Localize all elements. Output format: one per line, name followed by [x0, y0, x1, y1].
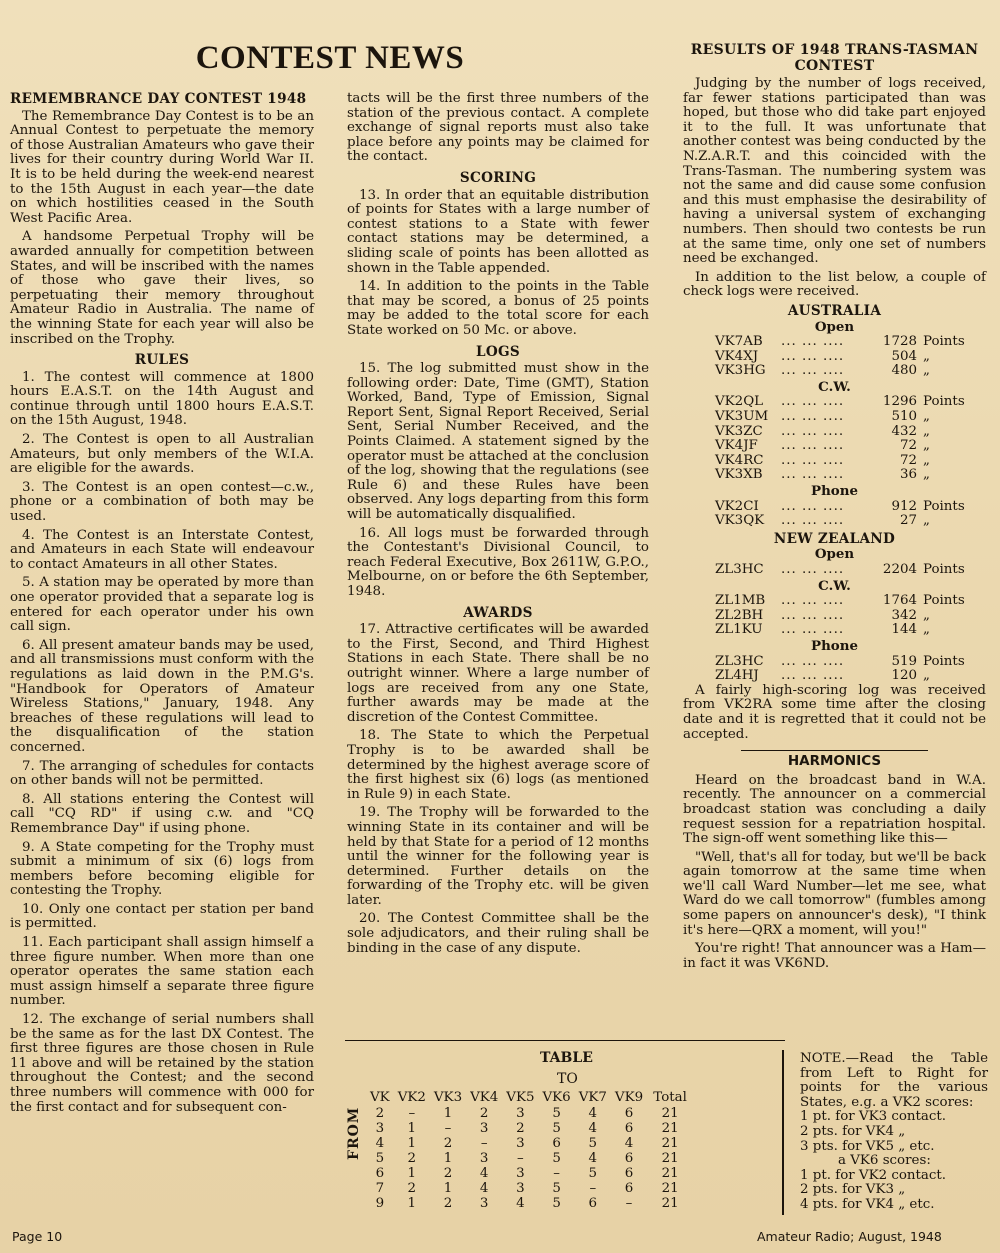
result-row [683, 468, 986, 483]
table-cell: 21 [661, 1166, 679, 1181]
scoring-heading: SCORING [459, 169, 537, 186]
rule-item: 9. A State competing for the Trophy must submit a minimum of six (6) logs from members before becoming eligible for contesting the Trophy. [10, 839, 314, 899]
table-cell: 3 [479, 1121, 489, 1136]
result-row [683, 500, 986, 515]
table-cell: 5 [588, 1166, 598, 1181]
result-row [683, 410, 986, 425]
leader-dots: ... ... .... [781, 668, 845, 684]
paragraph: In addition to the list below, a couple of check logs were received. [683, 269, 986, 300]
rule-item: 4. The Contest is an Interstate Contest, and Amateurs in each State will endeavour to contact Amateurs in all other States. [10, 527, 314, 572]
country-heading: NEW ZEALAND [773, 530, 896, 547]
points-value: 1296 [882, 394, 917, 410]
points-unit: Points [923, 498, 965, 514]
table-cell: 5 [375, 1151, 385, 1166]
table-cell: 1 [407, 1196, 417, 1211]
leader-dots: ... ... .... [781, 334, 845, 350]
points-unit: Points [923, 334, 965, 350]
paragraph: tacts will be the first three numbers of the station of the previous contact. A complete exchange of signal reports must also take place before any points may be claimed for the contact. [347, 91, 649, 165]
paragraph: Judging by the number of logs received, far fewer stations participated than was hoped, but those who did take part enjoyed it to the full. It was unfortunate that another contest was being conducted by the N.Z.A.R.T. and this coincided with the Trans-Tasman. The numbering system was not the same and did cause some confusion and this must emphasise the desirability of having a universal system of exchanging numbers. Then should two contests be run at the same time, only one set of numbers need be exchanged. [683, 76, 986, 267]
section-heading: Open [814, 318, 855, 335]
result-row [683, 350, 986, 365]
table-cell: 9 [375, 1196, 385, 1211]
column-header: VK3 [433, 1090, 463, 1105]
points-unit: „ [923, 452, 930, 468]
table-cell: 21 [661, 1136, 679, 1151]
note-line: 3 pts. for VK5 „ etc. [800, 1138, 935, 1154]
table-cell: 3 [516, 1106, 525, 1121]
table-cell: 2 [516, 1121, 525, 1136]
column-remembrance-day [10, 92, 314, 1119]
rule-item: 18. The State to which the Perpetual Trophy is to be awarded shall be determined by the highest average score of the first highest six (6) logs (as mentioned in Rule 9) in each State. [347, 728, 649, 802]
column-header: VK9 [614, 1090, 644, 1105]
column-header: VK4 [470, 1090, 499, 1105]
table-cell: 5 [588, 1136, 598, 1151]
points-value: 480 [891, 363, 917, 379]
rule-item: 13. In order that an equitable distribution of points for States with a large number of contest stations to a State with fewer contact stations may be determined, a sliding scale of points has been allotted as shown in the Table appended. [347, 187, 649, 276]
rule-item: 12. The exchange of serial numbers shall be the same as for the last DX Contest. The first three figures are those chosen in Rule 11 above and will be retained by the station throughout the Contest; and the second three numbers will commence with 000 for the first contact and for subsequent con- [10, 1012, 314, 1115]
table-cell: – [480, 1136, 488, 1151]
result-row [683, 454, 986, 469]
points-value: 144 [891, 622, 917, 638]
points-unit: „ [923, 622, 930, 638]
result-row [683, 395, 986, 410]
paragraph: A fairly high-scoring log was received from VK2RA some time after the closing date and it is regretted that it could not be accepted. [683, 682, 986, 742]
paragraph: Heard on the broadcast band in W.A. recently. The announcer on a commercial broadcast station was concluding a daily request session for a repatriation hospital. The sign-off went something like this— [683, 772, 986, 847]
table-body [366, 1106, 693, 1211]
table-cell: 7 [375, 1181, 385, 1196]
leader-dots: ... ... .... [781, 593, 845, 609]
points-value: 27 [899, 513, 917, 529]
points-value: 36 [899, 467, 917, 483]
table-cell: 2 [443, 1136, 453, 1151]
result-row [683, 335, 986, 350]
call-sign: VK3XB [715, 467, 763, 483]
table-cell: 6 [588, 1196, 598, 1211]
points-unit: „ [923, 513, 930, 529]
table-note [800, 1052, 988, 1213]
table-from-label: FROM [346, 1106, 362, 1160]
table-cell: 5 [552, 1121, 561, 1136]
column-rules-continued [347, 92, 649, 960]
table-cell: 2 [375, 1106, 385, 1121]
points-unit: „ [923, 607, 930, 623]
table-cell: 5 [552, 1196, 561, 1211]
results-list [683, 304, 986, 684]
rule-item: 20. The Contest Committee shall be the sole adjudicators, and their ruling shall be binding in the case of any dispute. [347, 911, 649, 956]
table-cell: 3 [516, 1181, 525, 1196]
points-unit: Points [923, 394, 965, 410]
points-value: 912 [891, 498, 917, 514]
leader-dots: ... ... .... [781, 363, 845, 379]
table-cell: – [553, 1166, 560, 1181]
note-divider [782, 1050, 784, 1215]
section-heading: C.W. [818, 378, 851, 395]
paragraph: You're right! That announcer was a Ham—in fact it was VK6ND. [683, 941, 986, 971]
leader-dots: ... ... .... [781, 409, 845, 425]
table-cell: 5 [552, 1106, 561, 1121]
leader-dots: ... ... .... [781, 394, 845, 410]
note-line: 2 pts. for VK4 „ [800, 1123, 906, 1139]
call-sign: ZL3HC [715, 562, 764, 577]
points-unit: „ [923, 409, 930, 425]
leader-dots: ... ... .... [781, 438, 845, 454]
rule-item: 2. The Contest is open to all Australian Amateurs, but only members of the W.I.A. are eligible for the awards. [10, 432, 314, 477]
rule-item: 7. The arranging of schedules for contacts on other bands will not be permitted. [10, 758, 314, 789]
result-row [683, 594, 986, 609]
table-cell: 1 [443, 1181, 453, 1196]
magazine-credit: Amateur Radio; August, 1948 [757, 1229, 942, 1244]
rule-item: 14. In addition to the points in the Table that may be scored, a bonus of 25 points may be added to the total score for each State worked on 50 Mc. or above. [347, 279, 649, 338]
call-sign: VK3HG [715, 363, 766, 379]
table-cell: 1 [407, 1136, 417, 1151]
leader-dots: ... ... .... [781, 348, 845, 364]
points-unit: Points [923, 562, 965, 577]
rule-item: 15. The log submitted must show in the following order: Date, Time (GMT), Station Worked, Band, Type of Emission, Signal Report Sent, Signal Report Received, Serial Sent, Serial Number Received, and the Points Claimed. A statement signed by the operator must be attached at the conclusion of the log, showing that the regulations (see Rule 6) and these Rules have been observed. Any logs departing from this form will be automatically disqualified. [347, 361, 649, 523]
table-cell: 6 [624, 1106, 634, 1121]
note-line: 4 pts. for VK4 „ etc. [800, 1196, 935, 1212]
table-divider [345, 1040, 785, 1041]
call-sign: ZL2BH [715, 607, 764, 623]
result-row [683, 669, 986, 684]
section-heading: Phone [811, 637, 858, 654]
table-row [366, 1136, 693, 1151]
rule-item: 3. The Contest is an open contest—c.w., phone or a combination of both may be used. [10, 479, 314, 525]
leader-dots: ... ... .... [781, 467, 845, 483]
paragraph: "Well, that's all for today, but we'll be back again tomorrow at the same time when we'll call Ward Number—let me see, what Ward do we call tomorrow" (fumbles among some papers on announcer's desk), "I think it's here—QRX a moment, will you!" [683, 849, 986, 938]
table-cell: 5 [552, 1151, 561, 1166]
leader-dots: ... ... .... [781, 653, 845, 669]
harmonics-heading: HARMONICS [741, 750, 928, 769]
table-cell: 3 [516, 1136, 525, 1151]
column-header: VK7 [578, 1090, 607, 1105]
points-value: 1764 [882, 593, 917, 609]
points-value: 504 [891, 348, 917, 364]
points-value: 342 [891, 607, 917, 623]
result-row [683, 609, 986, 624]
table-cell: 3 [479, 1151, 489, 1166]
table-cell: 2 [479, 1106, 489, 1121]
awards-heading: AWARDS [463, 604, 533, 621]
table-header-row [366, 1089, 693, 1106]
table-cell: 6 [624, 1121, 634, 1136]
logs-heading: LOGS [475, 343, 521, 360]
column-trans-tasman [683, 42, 986, 975]
result-row [683, 514, 986, 529]
table-cell: 1 [407, 1166, 417, 1181]
country-heading: AUSTRALIA [787, 302, 882, 319]
note-line: 1 pt. for VK3 contact. [800, 1109, 947, 1125]
call-sign: VK4JF [715, 438, 758, 454]
table-cell: 4 [588, 1151, 598, 1166]
table-cell: 21 [661, 1106, 679, 1121]
points-value: 72 [899, 452, 917, 468]
table-row [366, 1121, 693, 1136]
call-sign: ZL3HC [715, 653, 764, 669]
points-unit: „ [923, 363, 930, 379]
column-header: VK5 [506, 1090, 535, 1105]
table-cell: 3 [375, 1121, 385, 1136]
result-row [683, 623, 986, 638]
paragraph: A handsome Perpetual Trophy will be awarded annually for competition between States, and will be inscribed with the names of those who gave their lives, so perpetuating their memory throughout Amateur Radio in Australia. The name of the winning State for each year will also be inscribed on the Trophy. [10, 229, 314, 347]
table-cell: – [408, 1106, 416, 1121]
table-cell: 2 [407, 1181, 417, 1196]
section-heading: Open [814, 546, 855, 563]
rule-item: 6. All present amateur bands may be used, and all transmissions must conform with the regulations as laid down in the P.M.G's. "Handbook for Operators of Amateur Wireless Stations," January, 1948. Any breaches of these regulations will lead to the disqualification of the station concerned. [10, 637, 314, 755]
table-cell: 1 [407, 1121, 417, 1136]
rule-item: 19. The Trophy will be forwarded to the winning State in its container and will be held by that State for a period of 12 months until the winner for the following year is determined. Further details on the forwarding of the Trophy etc. will be given later. [347, 805, 649, 908]
leader-dots: ... ... .... [781, 607, 845, 623]
points-unit: „ [923, 423, 930, 439]
rule-item: 16. All logs must be forwarded through the Contestant's Divisional Council, to reach Federal Executive, Box 2611W, G.P.O., Melbourne, on or before the 6th September, 1948. [347, 525, 649, 599]
leader-dots: ... ... .... [781, 513, 845, 529]
points-value: 519 [891, 653, 917, 669]
call-sign: ZL1MB [715, 593, 766, 609]
rule-item: 11. Each participant shall assign himself a three figure number. When more than one operator operates the same station each must assign himself a separate three figure number. [10, 935, 314, 1009]
points-unit: „ [923, 348, 930, 364]
note-line: a VK6 scores: [838, 1153, 931, 1169]
column-header: Total [653, 1090, 687, 1105]
table-cell: 6 [375, 1166, 385, 1181]
points-value: 1728 [882, 334, 917, 350]
table-cell: 6 [624, 1181, 634, 1196]
leader-dots: ... ... .... [781, 562, 845, 577]
table-cell: 3 [516, 1166, 525, 1181]
table-cell: 2 [443, 1166, 453, 1181]
points-unit: Points [923, 593, 965, 609]
table-cell: 6 [624, 1166, 634, 1181]
call-sign: VK7AB [715, 334, 763, 350]
table-cell: – [444, 1121, 452, 1136]
result-row [683, 425, 986, 440]
call-sign: VK3QK [715, 513, 765, 529]
points-table [366, 1089, 693, 1211]
call-sign: VK3ZC [715, 423, 763, 439]
call-sign: VK2QL [715, 394, 764, 410]
leader-dots: ... ... .... [781, 498, 845, 514]
table-cell: 21 [661, 1121, 679, 1136]
rule-item: 5. A station may be operated by more than one operator provided that a separate log is entered for each operator under his own call sign. [10, 575, 314, 635]
points-value: 2204 [882, 562, 917, 577]
table-cell: – [589, 1181, 597, 1196]
table-cell: 2 [443, 1196, 453, 1211]
result-row [683, 439, 986, 454]
result-row [683, 655, 986, 670]
call-sign: ZL4HJ [715, 668, 759, 684]
section-heading: Phone [811, 483, 858, 500]
table-cell: 21 [661, 1151, 679, 1166]
rules-heading: RULES [134, 352, 190, 369]
table-cell: 4 [516, 1196, 525, 1211]
table-cell: 4 [479, 1166, 489, 1181]
call-sign: VK3UM [715, 409, 769, 425]
column-header: VK6 [542, 1090, 571, 1105]
points-unit: Points [923, 653, 965, 669]
table-cell: 4 [624, 1136, 634, 1151]
table-cell: 4 [588, 1106, 598, 1121]
points-value: 432 [891, 423, 917, 439]
note-line: 1 pt. for VK2 contact. [800, 1167, 947, 1183]
table-cell: – [625, 1196, 633, 1211]
result-row [683, 364, 986, 379]
table-cell: 5 [552, 1181, 561, 1196]
table-cell: 2 [407, 1151, 417, 1166]
trans-tasman-heading: RESULTS OF 1948 TRANS-TASMAN CONTEST [690, 42, 979, 74]
table-row [366, 1196, 693, 1211]
table-title: TABLE [540, 1050, 593, 1066]
column-header: VK [370, 1090, 390, 1105]
leader-dots: ... ... .... [781, 452, 845, 468]
table-cell: 6 [552, 1136, 561, 1151]
table-cell: 6 [624, 1151, 634, 1166]
table-cell: 21 [661, 1181, 679, 1196]
note-text: NOTE.—Read the Table from Left to Right for points for the various States, e.g. a VK2 scores: [800, 1051, 988, 1110]
points-unit: „ [923, 438, 930, 454]
note-line: 2 pts. for VK3 „ [800, 1182, 906, 1198]
leader-dots: ... ... .... [781, 622, 845, 638]
table-cell: 4 [375, 1136, 385, 1151]
paragraph: The Remembrance Day Contest is to be an Annual Contest to perpetuate the memory of those Australian Amateurs who gave their lives for their country during World War II. It is to be held during the week-end nearest to the 15th August in each year—the date on which hostilities ceased in the South West Pacific Area. [10, 108, 314, 226]
table-cell: 1 [443, 1106, 453, 1121]
table-row [366, 1106, 693, 1121]
rule-item: 1. The contest will commence at 1800 hours E.A.S.T. on the 14th August and continue through until 1800 hours E.A.S.T. on the 15th August, 1948. [10, 369, 314, 429]
table-cell: 3 [479, 1196, 489, 1211]
points-value: 510 [891, 409, 917, 425]
call-sign: VK4RC [715, 452, 764, 468]
rule-item: 17. Attractive certificates will be awarded to the First, Second, and Third Highest Stations in each State. There shall be no outright winner. Where a large number of logs are received from any one State, further awards may be made at the discretion of the Contest Committee. [347, 622, 649, 725]
table-to-label: TO [557, 1071, 578, 1087]
points-unit: „ [923, 467, 930, 483]
rule-item: 10. Only one contact per station per band is permitted. [10, 901, 314, 932]
page-number: Page 10 [12, 1229, 63, 1244]
call-sign: ZL1KU [715, 622, 763, 638]
rule-item: 8. All stations entering the Contest will call "CQ RD" if using c.w. and "CQ Remembrance Day" if using phone. [10, 791, 314, 836]
table-row [366, 1166, 693, 1181]
result-row [683, 563, 986, 578]
points-unit: „ [923, 668, 930, 684]
page-title: CONTEST NEWS [195, 40, 465, 76]
points-value: 72 [899, 438, 917, 454]
table-cell: 21 [661, 1196, 679, 1211]
leader-dots: ... ... .... [781, 423, 845, 439]
section-heading: C.W. [818, 577, 851, 594]
table-row [366, 1151, 693, 1166]
table-cell: 1 [443, 1151, 453, 1166]
remembrance-heading: REMEMBRANCE DAY CONTEST 1948 [10, 91, 307, 107]
table-cell: 4 [479, 1181, 489, 1196]
points-value: 120 [891, 668, 917, 684]
call-sign: VK2CI [715, 498, 759, 514]
column-header: VK2 [397, 1090, 426, 1105]
table-cell: – [517, 1151, 524, 1166]
table-row [366, 1181, 693, 1196]
table-cell: 4 [588, 1121, 598, 1136]
call-sign: VK4XJ [715, 348, 759, 364]
